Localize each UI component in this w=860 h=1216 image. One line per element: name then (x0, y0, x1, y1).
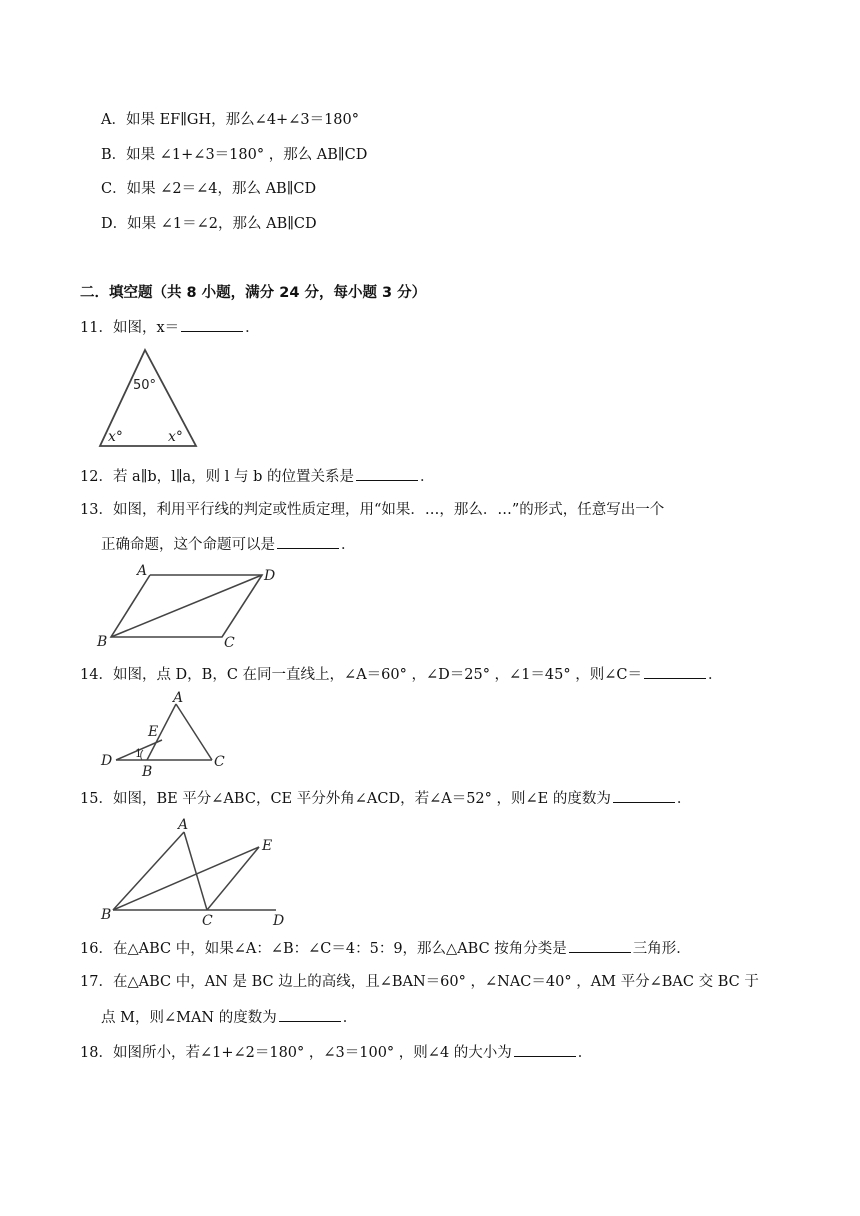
fig13-label-c: C (224, 635, 235, 651)
question-18: 18．如图所小，若∠1+∠2＝180° ，∠3＝100° ，则∠4 的大小为 ． (80, 1042, 592, 1063)
question-11: 11．如图，x＝ ． (80, 317, 260, 338)
question-16: 16．在△ABC 中，如果∠A：∠B：∠C＝4：5：9，那么△ABC 按角分类是 三角形． (80, 938, 691, 959)
question-13-line1: 13．如图，利用平行线的判定或性质定理，用“如果．…，那么．…”的形式，任意写出一个 (80, 502, 665, 518)
fig14-label-a: A (173, 690, 184, 706)
option-b: B．如果 ∠1+∠3＝180° ，那么 AB∥CD (101, 147, 368, 163)
answer-blank (279, 1007, 341, 1022)
fig15-label-a: A (178, 817, 189, 833)
fig13-label-b: B (97, 634, 108, 650)
answer-blank (277, 534, 339, 549)
question-17-line1: 17．在△ABC 中，AN 是 BC 边上的高线，且∠BAN＝60° ，∠NAC＝40° ，AM 平分∠BAC 交 BC 于 (80, 974, 759, 990)
answer-blank (569, 938, 631, 953)
question-15: 15．如图，BE 平分∠ABC，CE 平分外角∠ACD，若∠A＝52° ，则∠E 的度数为 ． (80, 788, 691, 809)
figure-11-triangle (95, 345, 205, 450)
fig13-label-d: D (264, 568, 276, 584)
question-12: 12．若 a∥b，l∥a，则 l 与 b 的位置关系是 ． (80, 466, 435, 487)
answer-blank (181, 317, 243, 332)
fig15-label-e: E (262, 838, 273, 854)
fig11-left-angle: x° (108, 429, 123, 445)
fig14-label-e: E (148, 724, 159, 740)
fig14-angle-1: 1 (135, 747, 142, 760)
fig15-label-c: C (202, 913, 213, 929)
fig14-label-b: B (142, 764, 153, 780)
figure-15-triangle (98, 813, 298, 928)
question-17-line2: 点 M，则∠MAN 的度数为 ． (101, 1007, 357, 1028)
question-14: 14．如图，点 D，B，C 在同一直线上，∠A＝60° ，∠D＝25° ，∠1＝45° ，则∠C＝ ． (80, 664, 723, 685)
fig15-label-b: B (101, 907, 112, 923)
figure-13-parallelogram (95, 560, 295, 655)
fig11-top-angle: 50° (133, 378, 157, 393)
fig14-label-d: D (101, 753, 113, 769)
section-title: 二．填空题（共 8 小题，满分 24 分，每小题 3 分） (80, 285, 427, 301)
answer-blank (644, 664, 706, 679)
figure-14-triangle (98, 690, 238, 778)
option-a: A．如果 EF∥GH，那么∠4+∠3＝180° (101, 112, 359, 128)
answer-blank (356, 466, 418, 481)
fig11-right-angle: x° (168, 429, 183, 445)
answer-blank (514, 1042, 576, 1057)
answer-blank (613, 788, 675, 803)
question-13-line2: 正确命题，这个命题可以是 ． (101, 534, 356, 555)
option-d: D．如果 ∠1＝∠2，那么 AB∥CD (101, 216, 317, 232)
fig15-label-d: D (273, 913, 285, 929)
fig14-label-c: C (214, 754, 225, 770)
option-c: C．如果 ∠2＝∠4，那么 AB∥CD (101, 181, 317, 197)
fig13-label-a: A (137, 563, 148, 579)
